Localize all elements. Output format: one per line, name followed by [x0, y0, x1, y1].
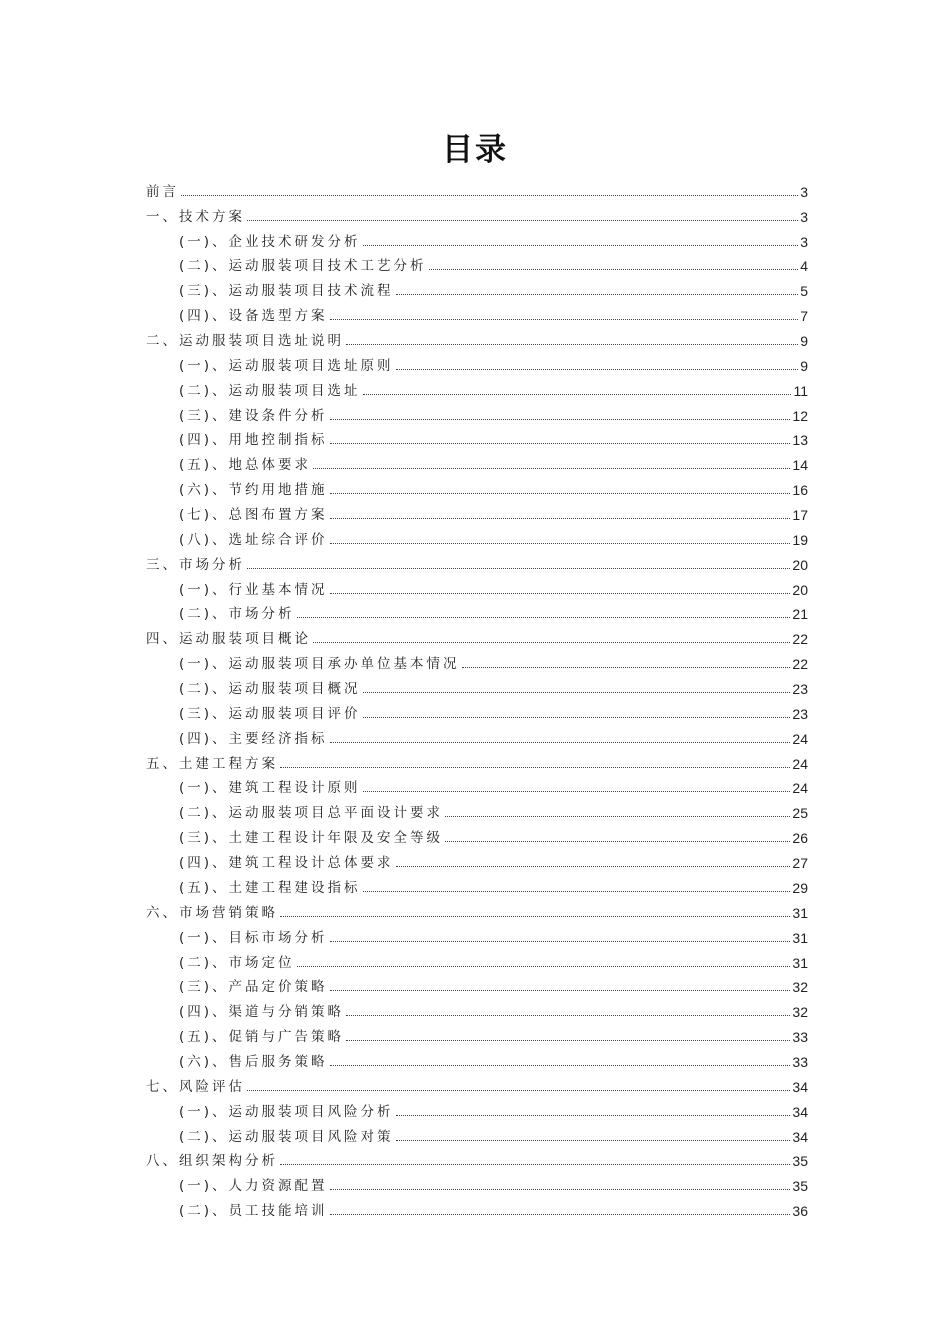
toc-page-number: 7: [800, 308, 808, 325]
toc-section-entry[interactable]: [146, 175, 808, 200]
table-of-contents: [146, 175, 808, 1219]
toc-leader-dots: [396, 866, 791, 867]
toc-subsection-entry[interactable]: [146, 299, 808, 324]
toc-entry-label: 一、技术方案: [146, 208, 245, 225]
toc-entry-label: (一)、行业基本情况: [179, 581, 328, 598]
toc-page-number: 32: [792, 1004, 808, 1021]
toc-subsection-entry[interactable]: [146, 349, 808, 374]
toc-leader-dots: [396, 1140, 791, 1141]
toc-leader-dots: [247, 220, 798, 221]
toc-subsection-entry[interactable]: [146, 498, 808, 523]
toc-subsection-entry[interactable]: [146, 647, 808, 672]
toc-page-number: 12: [792, 407, 808, 424]
toc-leader-dots: [445, 841, 790, 842]
toc-page-number: 17: [792, 507, 808, 524]
toc-entry-label: (二)、员工技能培训: [179, 1203, 328, 1220]
toc-leader-dots: [346, 344, 798, 345]
toc-page-number: 20: [792, 556, 808, 573]
toc-entry-label: (六)、节约用地措施: [179, 482, 328, 499]
toc-page-number: 33: [792, 1053, 808, 1070]
toc-leader-dots: [280, 916, 790, 917]
toc-entry-label: (二)、运动服装项目总平面设计要求: [179, 805, 444, 822]
toc-entry-label: (四)、用地控制指标: [179, 432, 328, 449]
toc-page-number: 22: [792, 631, 808, 648]
toc-subsection-entry[interactable]: [146, 225, 808, 250]
toc-page-number: 3: [800, 183, 808, 200]
toc-subsection-entry[interactable]: [146, 1020, 808, 1045]
toc-page-number: 25: [792, 805, 808, 822]
toc-subsection-entry[interactable]: [146, 1120, 808, 1145]
toc-subsection-entry[interactable]: [146, 448, 808, 473]
toc-leader-dots: [363, 692, 791, 693]
toc-subsection-entry[interactable]: [146, 573, 808, 598]
toc-leader-dots: [330, 518, 791, 519]
toc-page-number: 34: [792, 1128, 808, 1145]
toc-entry-label: (五)、促销与广告策略: [179, 1029, 345, 1046]
toc-section-entry[interactable]: [146, 622, 808, 647]
toc-entry-label: (三)、产品定价策略: [179, 979, 328, 996]
toc-section-entry[interactable]: [146, 200, 808, 225]
toc-leader-dots: [330, 543, 791, 544]
toc-leader-dots: [297, 966, 791, 967]
toc-subsection-entry[interactable]: [146, 473, 808, 498]
toc-page-number: 26: [792, 830, 808, 847]
toc-subsection-entry[interactable]: [146, 672, 808, 697]
toc-leader-dots: [247, 1090, 790, 1091]
toc-subsection-entry[interactable]: [146, 598, 808, 623]
toc-entry-label: (二)、运动服装项目技术工艺分析: [179, 258, 427, 275]
toc-page-number: 35: [792, 1178, 808, 1195]
toc-entry-label: (一)、人力资源配置: [179, 1178, 328, 1195]
toc-subsection-entry[interactable]: [146, 921, 808, 946]
toc-leader-dots: [313, 468, 790, 469]
toc-entry-label: 七、风险评估: [146, 1078, 245, 1095]
toc-entry-label: (一)、运动服装项目选址原则: [179, 357, 394, 374]
toc-page-number: 31: [792, 904, 808, 921]
toc-leader-dots: [346, 1040, 790, 1041]
toc-entry-label: (四)、建筑工程设计总体要求: [179, 855, 394, 872]
toc-page-number: 9: [800, 357, 808, 374]
toc-subsection-entry[interactable]: [146, 722, 808, 747]
toc-subsection-entry[interactable]: [146, 1169, 808, 1194]
toc-subsection-entry[interactable]: [146, 871, 808, 896]
toc-page-number: 16: [792, 482, 808, 499]
toc-page-number: 33: [792, 1029, 808, 1046]
toc-entry-label: (六)、售后服务策略: [179, 1053, 328, 1070]
toc-page-number: 35: [792, 1153, 808, 1170]
toc-leader-dots: [280, 767, 790, 768]
toc-section-entry[interactable]: [146, 1145, 808, 1170]
toc-leader-dots: [330, 990, 791, 991]
toc-subsection-entry[interactable]: [146, 274, 808, 299]
toc-page-number: 3: [800, 233, 808, 250]
toc-leader-dots: [181, 195, 798, 196]
toc-page-number: 24: [792, 755, 808, 772]
toc-entry-label: (五)、地总体要求: [179, 457, 312, 474]
toc-entry-label: (一)、运动服装项目风险分析: [179, 1103, 394, 1120]
toc-section-entry[interactable]: [146, 896, 808, 921]
toc-entry-label: (三)、运动服装项目评价: [179, 705, 361, 722]
toc-leader-dots: [363, 245, 799, 246]
toc-leader-dots: [247, 568, 790, 569]
toc-leader-dots: [429, 269, 799, 270]
toc-subsection-entry[interactable]: [146, 250, 808, 275]
toc-page-number: 36: [792, 1203, 808, 1220]
toc-page-number: 9: [800, 333, 808, 350]
toc-leader-dots: [297, 617, 791, 618]
toc-leader-dots: [363, 717, 791, 718]
toc-leader-dots: [445, 816, 790, 817]
toc-page-number: 29: [792, 879, 808, 896]
toc-leader-dots: [396, 369, 799, 370]
toc-leader-dots: [363, 791, 791, 792]
toc-entry-label: (七)、总图布置方案: [179, 507, 328, 524]
toc-page-number: 5: [800, 283, 808, 300]
toc-entry-label: 五、土建工程方案: [146, 755, 278, 772]
toc-page-number: 19: [792, 531, 808, 548]
toc-entry-label: 前言: [146, 183, 179, 200]
toc-entry-label: 二、运动服装项目选址说明: [146, 333, 344, 350]
toc-leader-dots: [330, 1065, 791, 1066]
toc-page-number: 32: [792, 979, 808, 996]
toc-entry-label: (二)、市场分析: [179, 606, 295, 623]
toc-leader-dots: [330, 493, 791, 494]
toc-section-entry[interactable]: [146, 548, 808, 573]
toc-entry-label: (三)、运动服装项目技术流程: [179, 283, 394, 300]
toc-leader-dots: [330, 742, 791, 743]
toc-entry-label: (五)、土建工程建设指标: [179, 879, 361, 896]
toc-subsection-entry[interactable]: [146, 523, 808, 548]
toc-subsection-entry[interactable]: [146, 946, 808, 971]
toc-page-number: 27: [792, 855, 808, 872]
toc-page-number: 11: [793, 382, 808, 399]
toc-page-number: 3: [800, 208, 808, 225]
toc-entry-label: (四)、设备选型方案: [179, 308, 328, 325]
toc-page-number: 13: [792, 432, 808, 449]
toc-entry-label: (四)、渠道与分销策略: [179, 1004, 345, 1021]
toc-entry-label: 四、运动服装项目概论: [146, 631, 311, 648]
toc-page-number: 23: [792, 705, 808, 722]
toc-page-number: 21: [792, 606, 808, 623]
toc-page-number: 34: [792, 1103, 808, 1120]
toc-entry-label: 八、组织架构分析: [146, 1153, 278, 1170]
toc-subsection-entry[interactable]: [146, 1045, 808, 1070]
toc-entry-label: (一)、建筑工程设计原则: [179, 780, 361, 797]
toc-subsection-entry[interactable]: [146, 971, 808, 996]
toc-entry-label: (二)、运动服装项目风险对策: [179, 1128, 394, 1145]
toc-subsection-entry[interactable]: [146, 995, 808, 1020]
toc-leader-dots: [280, 1164, 790, 1165]
toc-entry-label: (四)、主要经济指标: [179, 730, 328, 747]
toc-entry-label: 三、市场分析: [146, 556, 245, 573]
toc-entry-label: 六、市场营销策略: [146, 904, 278, 921]
toc-subsection-entry[interactable]: [146, 846, 808, 871]
toc-title: 目录: [442, 132, 508, 168]
toc-subsection-entry[interactable]: [146, 772, 808, 797]
toc-subsection-entry[interactable]: [146, 1194, 808, 1219]
toc-page-number: 4: [800, 258, 808, 275]
toc-page-number: 34: [792, 1078, 808, 1095]
toc-entry-label: (三)、建设条件分析: [179, 407, 328, 424]
toc-subsection-entry[interactable]: [146, 374, 808, 399]
toc-entry-label: (一)、运动服装项目承办单位基本情况: [179, 656, 460, 673]
toc-entry-label: (二)、运动服装项目概况: [179, 681, 361, 698]
toc-leader-dots: [330, 1214, 791, 1215]
toc-entry-label: (三)、土建工程设计年限及安全等级: [179, 830, 444, 847]
toc-section-entry[interactable]: [146, 747, 808, 772]
toc-section-entry[interactable]: [146, 1070, 808, 1095]
toc-leader-dots: [330, 319, 799, 320]
toc-leader-dots: [462, 667, 791, 668]
toc-leader-dots: [363, 891, 791, 892]
toc-page-number: 31: [792, 954, 808, 971]
toc-leader-dots: [330, 941, 791, 942]
toc-subsection-entry[interactable]: [146, 1095, 808, 1120]
toc-page-number: 31: [792, 929, 808, 946]
toc-page-number: 20: [792, 581, 808, 598]
toc-page-number: 23: [792, 681, 808, 698]
toc-page-number: 14: [792, 457, 808, 474]
toc-leader-dots: [396, 1115, 791, 1116]
toc-leader-dots: [330, 419, 791, 420]
toc-section-entry[interactable]: [146, 324, 808, 349]
toc-subsection-entry[interactable]: [146, 796, 808, 821]
toc-entry-label: (一)、企业技术研发分析: [179, 233, 361, 250]
toc-page-number: 22: [792, 656, 808, 673]
toc-subsection-entry[interactable]: [146, 821, 808, 846]
toc-entry-label: (二)、运动服装项目选址: [179, 382, 361, 399]
toc-subsection-entry[interactable]: [146, 697, 808, 722]
toc-subsection-entry[interactable]: [146, 399, 808, 424]
toc-leader-dots: [346, 1015, 790, 1016]
toc-page-number: 24: [792, 730, 808, 747]
toc-leader-dots: [330, 1189, 791, 1190]
toc-entry-label: (一)、目标市场分析: [179, 929, 328, 946]
toc-leader-dots: [313, 642, 790, 643]
toc-leader-dots: [330, 443, 791, 444]
toc-leader-dots: [363, 394, 792, 395]
toc-entry-label: (二)、市场定位: [179, 954, 295, 971]
toc-entry-label: (八)、选址综合评价: [179, 531, 328, 548]
toc-subsection-entry[interactable]: [146, 424, 808, 449]
toc-leader-dots: [330, 593, 791, 594]
toc-page-number: 24: [792, 780, 808, 797]
toc-leader-dots: [396, 294, 799, 295]
